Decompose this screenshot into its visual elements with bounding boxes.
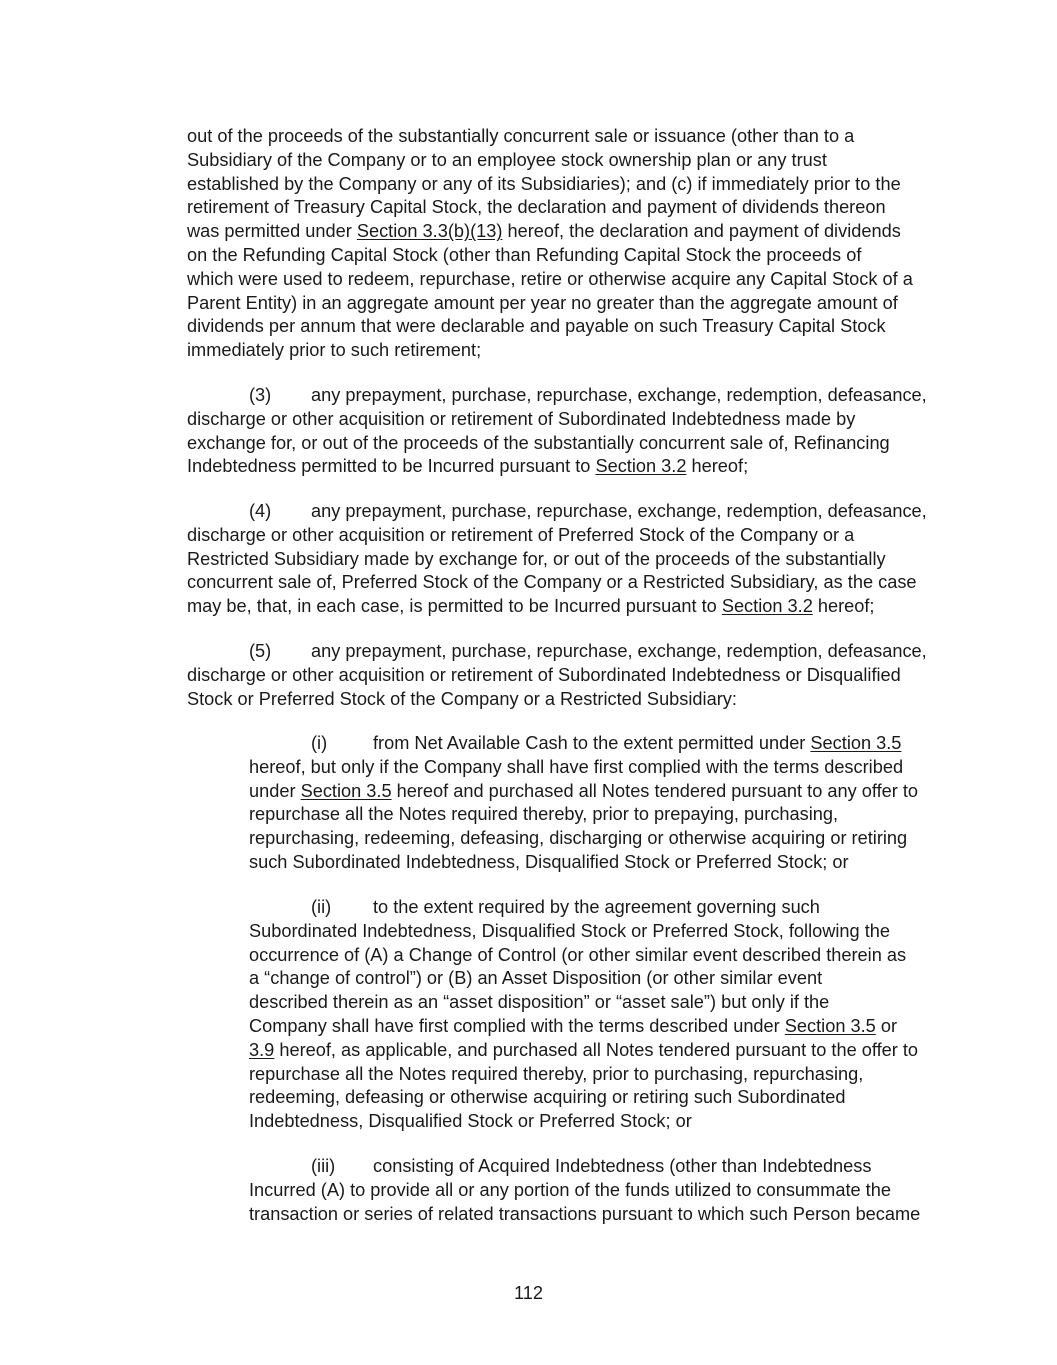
text-span: may be, that, in each case, is permitted to be Incurred pursuant to	[187, 596, 722, 617]
text-line: dividends per annum that were declarable and payable on such Treasury Capital Stock	[187, 316, 886, 337]
paragraph-3	[187, 384, 927, 479]
text-line: hereof, but only if the Company shall have first complied with the terms described	[249, 756, 904, 777]
text-span: hereof, the declaration and payment of dividends	[502, 221, 901, 242]
text-line	[249, 896, 918, 920]
text-line: discharge or other acquisition or retirement of Subordinated Indebtedness or Disqualified	[187, 664, 901, 685]
item-number: (iii)	[311, 1156, 336, 1176]
text-span: Indebtedness permitted to be Incurred pursuant to	[187, 456, 596, 477]
text-line	[187, 455, 927, 479]
text-span: hereof;	[686, 456, 749, 477]
text-line	[249, 1155, 920, 1179]
paragraph-5	[187, 640, 927, 711]
text-span: consisting of Acquired Indebtedness (other than Indebtedness	[373, 1156, 872, 1176]
text-line: concurrent sale of, Preferred Stock of the Company or a Restricted Subsidiary, as the case	[187, 572, 917, 593]
text-line: Parent Entity) in an aggregate amount per year no greater than the aggregate amount of	[187, 292, 898, 313]
text-line: occurrence of (A) a Change of Control (or other similar event described therein as	[249, 944, 907, 965]
text-line: repurchase all the Notes required thereby, prior to purchasing, repurchasing,	[249, 1063, 864, 1084]
text-line: discharge or other acquisition or retirement of Subordinated Indebtedness made by	[187, 408, 856, 429]
text-line	[249, 732, 918, 756]
subparagraph-iii	[249, 1155, 920, 1226]
item-number: (3)	[249, 385, 272, 405]
paragraph-4	[187, 500, 927, 619]
text-line: Stock or Preferred Stock of the Company or a Restricted Subsidiary:	[187, 688, 737, 709]
text-line: on the Refunding Capital Stock (other than Refunding Capital Stock the proceeds of	[187, 244, 862, 265]
text-span: under	[249, 780, 301, 801]
text-span: any prepayment, purchase, repurchase, exchange, redemption, defeasance,	[311, 501, 927, 521]
text-line: repurchase all the Notes required thereby, prior to prepaying, purchasing,	[249, 804, 839, 825]
section-reference: Section 3.2	[721, 596, 813, 617]
text-line: established by the Company or any of its Subsidiaries); and (c) if immediately prior to the	[187, 173, 901, 194]
paragraph-intro	[187, 125, 913, 363]
item-number: (i)	[311, 733, 328, 753]
subparagraph-i	[249, 732, 918, 875]
text-span: Company shall have first complied with the terms described under	[249, 1015, 785, 1036]
text-span: was permitted under	[187, 221, 357, 242]
text-span: hereof and purchased all Notes tendered pursuant to any offer to	[391, 780, 919, 801]
section-reference: Section 3.5	[300, 780, 392, 801]
text-line: which were used to redeem, repurchase, retire or otherwise acquire any Capital Stock of a	[187, 268, 913, 289]
text-line: Subsidiary of the Company or to an employee stock ownership plan or any trust	[187, 149, 827, 170]
item-number: (5)	[249, 641, 272, 661]
text-line: described therein as an “asset disposition” or “asset sale”) but only if the	[249, 992, 830, 1013]
text-line	[187, 384, 927, 408]
section-reference: Section 3.3(b)(13)	[356, 221, 503, 242]
text-line	[249, 1015, 918, 1039]
text-line	[249, 780, 918, 804]
text-line: discharge or other acquisition or retirement of Preferred Stock of the Company or a	[187, 524, 855, 545]
text-line: Incurred (A) to provide all or any portion of the funds utilized to consummate the	[249, 1179, 891, 1200]
text-line	[187, 595, 927, 619]
text-line: redeeming, defeasing or otherwise acquiring or retiring such Subordinated	[249, 1087, 846, 1108]
text-line: a “change of control”) or (B) an Asset Disposition (or other similar event	[249, 968, 823, 989]
text-line: repurchasing, redeeming, defeasing, discharging or otherwise acquiring or retiring	[249, 828, 908, 849]
item-number: (ii)	[311, 897, 332, 917]
text-line	[187, 500, 927, 524]
text-span: any prepayment, purchase, repurchase, exchange, redemption, defeasance,	[311, 641, 927, 661]
item-number: (4)	[249, 501, 272, 521]
text-line: Subordinated Indebtedness, Disqualified Stock or Preferred Stock, following the	[249, 920, 890, 941]
section-reference: Section 3.5	[810, 733, 902, 753]
text-span: or	[875, 1015, 898, 1036]
text-line: immediately prior to such retirement;	[187, 340, 482, 361]
text-line: such Subordinated Indebtedness, Disqualified Stock or Preferred Stock; or	[249, 851, 849, 872]
subparagraph-ii	[249, 896, 918, 1134]
page-number: 112	[514, 1283, 543, 1303]
text-line	[249, 1039, 918, 1063]
text-line	[187, 640, 927, 664]
section-reference: Section 3.2	[595, 456, 687, 477]
text-span: to the extent required by the agreement governing such	[373, 897, 820, 917]
text-span: hereof, as applicable, and purchased all Notes tendered pursuant to the offer to	[274, 1039, 919, 1060]
section-reference: 3.9	[249, 1039, 275, 1060]
section-reference: Section 3.5	[784, 1015, 876, 1036]
text-line	[187, 220, 913, 244]
text-line: transaction or series of related transactions pursuant to which such Person became	[249, 1203, 921, 1224]
text-line: out of the proceeds of the substantially concurrent sale or issuance (other than to a	[187, 126, 855, 146]
text-span: any prepayment, purchase, repurchase, exchange, redemption, defeasance,	[311, 385, 927, 405]
text-span: hereof;	[812, 596, 875, 617]
text-span: from Net Available Cash to the extent permitted under	[373, 733, 811, 753]
text-line: retirement of Treasury Capital Stock, the declaration and payment of dividends thereon	[187, 197, 886, 218]
text-line: exchange for, or out of the proceeds of the substantially concurrent sale of, Refinancing	[187, 432, 890, 453]
text-line: Restricted Subsidiary made by exchange for, or out of the proceeds of the substantially	[187, 548, 886, 569]
text-line: Indebtedness, Disqualified Stock or Preferred Stock; or	[249, 1111, 692, 1132]
